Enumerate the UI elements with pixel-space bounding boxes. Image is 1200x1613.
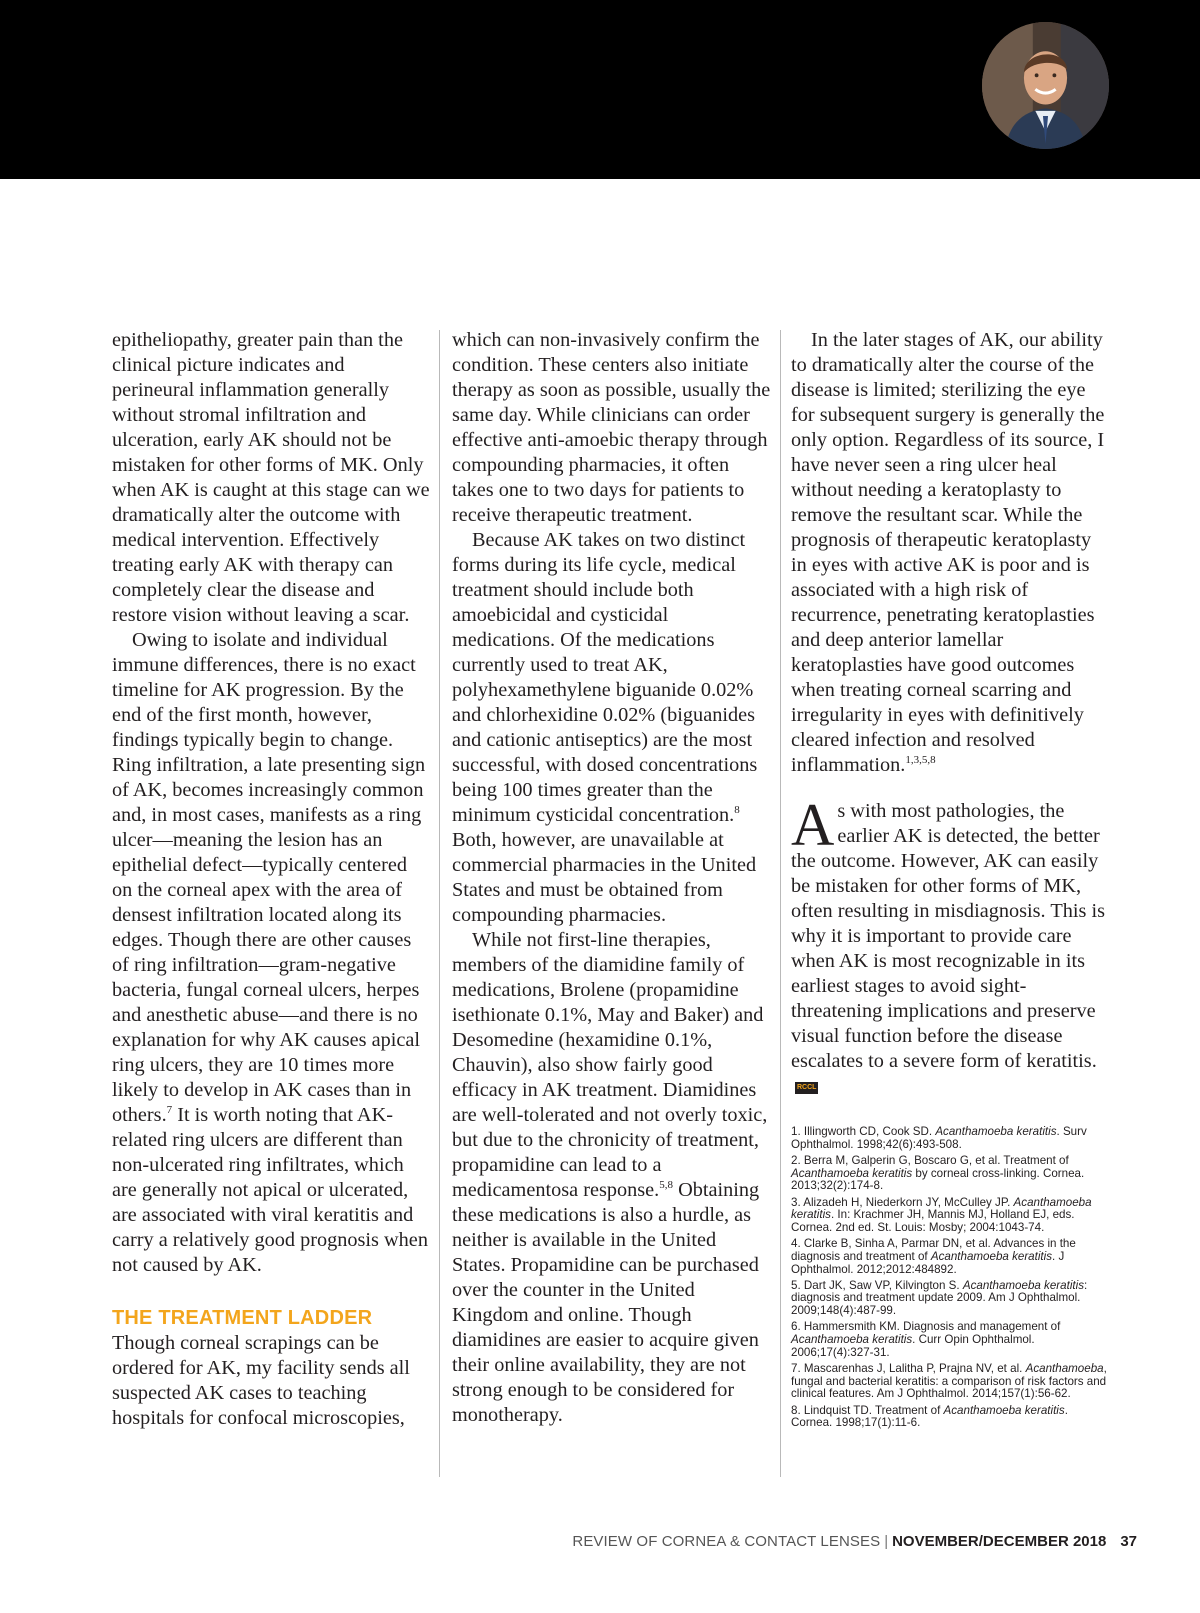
reference-italic: Acanthamoeba keratitis: [935, 1125, 1057, 1138]
column-divider-2: [780, 330, 781, 1477]
footer-separator: |: [884, 1533, 889, 1550]
paragraph-text: s with most pathologies, the earlier AK is detected, the better the outcome. However, AK can easily be mistaken for other forms of MK, often resulting in misdiagnosis. This is why it is important to provide care when AK is most recognizable in its earliest stages to avoid sight-threatening implications and preserve visual function before the disease escalates to a severe form of keratitis.: [791, 800, 1105, 1072]
paragraph: epitheliopathy, greater pain than the clinical picture indicates and perineural inflammation generally without stromal infiltration and ulceration, early AK should not be mistaken for other forms of MK. Only when AK is caught at this stage can we dramatically alter the outcome with medical intervention. Effectively treating early AK with therapy can completely clear the disease and restore vision without leaving a scar.: [112, 329, 430, 626]
reference-item: [791, 1280, 1109, 1318]
section-heading: THE TREATMENT LADDER: [112, 1307, 373, 1329]
reference-text: 5. Dart JK, Saw VP, Kilvington S.: [791, 1278, 963, 1292]
end-of-article-mark: RCCL: [795, 1082, 818, 1094]
reference-item: [791, 1238, 1109, 1276]
reference-text: 6. Hammersmith KM. Diagnosis and management of: [791, 1320, 1061, 1334]
paragraph: Though corneal scrapings can be ordered for AK, my facility sends all suspected AK cases to teaching hospitals for confocal microscopies,: [112, 1332, 410, 1429]
reference-text: . Curr Opin Ophthalmol. 2006;17(4):327-31.: [791, 1333, 1035, 1359]
article-column-1: [112, 328, 430, 1431]
reference-text: 8. Lindquist TD. Treatment of: [791, 1403, 944, 1417]
paragraph-text: Owing to isolate and individual immune differences, there is no exact timeline for AK progression. By the end of the first month, however, findings typically begin to change. Ring infiltration, a late presenting sign of AK, becomes increasingly common and, in most cases, manifests as a ring ulcer—meaning the lesion has an epithelial defect—typically centered on the corneal apex with the area of densest infiltration located along its edges. Though there are other causes of ring infiltration—gram-negative bacteria, fungal corneal ulcers, herpes and anesthetic abuse—and there is no explanation for why AK causes apical ring ulcers, they are 10 times more likely to develop in AK cases than in others.: [112, 629, 426, 1126]
paragraph-text: Obtaining these medications is also a hurdle, as neither is available in the United States. Propamidine can be purchased over the counter in the United Kingdom and online. Though diamidines are easier to acquire given their online availability, they are not strong enough to be considered for monotherapy.: [452, 1179, 760, 1426]
article-column-2: [452, 328, 772, 1428]
paragraph-text: While not first-line therapies, members of the diamidine family of medications, Brolene (propamidine isethionate 0.1%, May and Baker) and Desomedine (hexamidine 0.1%, Chauvin), also show fairly good efficacy in AK treatment. Diamidines are well-tolerated and not overly toxic, but due to the chronicity of treatment, propamidine can lead to a medicamentosa response.: [452, 929, 768, 1201]
column-divider-1: [439, 330, 440, 1477]
reference-italic: Acanthamoeba keratitis: [791, 1195, 1092, 1222]
reference-text: 7. Mascarenhas J, Lalitha P, Prajna NV, et al.: [791, 1361, 1026, 1375]
drop-cap: A: [791, 792, 835, 858]
paragraph-text: It is worth noting that AK-related ring ulcers are different than non-ulcerated ring infiltrates, which are generally not apical or ulcerated, are associated with viral keratitis and carry a relatively good prognosis when not caused by AK.: [112, 1104, 428, 1276]
page-number: 37: [1120, 1533, 1137, 1550]
reference-italic: Acanthamoeba keratitis: [943, 1403, 1065, 1417]
issue-date: NOVEMBER/DECEMBER 2018: [892, 1533, 1107, 1550]
reference-italic: Acanthamoeba keratitis: [791, 1166, 913, 1180]
paragraph-text: Because AK takes on two distinct forms during its life cycle, medical treatment should include both amoebicidal and cysticidal medications. Of the medications currently used to treat AK, polyhexamethylene biguanide 0.02% and chlorhexidine 0.02% (biguanides and cationic antiseptics) are the most successful, with dosed concentrations being 100 times greater than the minimum cysticidal concentration.: [452, 529, 758, 826]
author-photo: [982, 22, 1109, 149]
reference-italic: Acanthamoeba keratitis: [930, 1249, 1053, 1263]
reference-italic: Acanthamoeba keratitis: [791, 1333, 913, 1347]
journal-name: REVIEW OF CORNEA & CONTACT LENSES: [572, 1533, 881, 1550]
reference-item: [791, 1321, 1109, 1359]
citation-ref: 7: [166, 1104, 173, 1116]
reference-item: [791, 1126, 1109, 1151]
reference-italic: Acanthamoeba: [1025, 1361, 1104, 1375]
paragraph: [791, 328, 1109, 778]
paragraph: [112, 628, 430, 1278]
reference-text: . J Ophthalmol. 2012;2012:484892.: [791, 1249, 1065, 1276]
reference-text: : diagnosis and treatment update 2009. Am J Ophthalmol. 2009;148(4):487-99.: [791, 1278, 1088, 1318]
reference-text: 1. Illingworth CD, Cook SD.: [791, 1125, 936, 1138]
citation-ref: 5,8: [659, 1179, 673, 1191]
reference-text: by corneal cross-linking. Cornea. 2013;32(2):174-8.: [791, 1166, 1085, 1193]
reference-text: . Surv Ophthalmol. 1998;42(6):493-508.: [791, 1125, 1087, 1151]
references-list: [791, 1126, 1109, 1433]
citation-ref: 1,3,5,8: [905, 754, 936, 766]
article-column-3: [791, 328, 1109, 1099]
reference-item: [791, 1363, 1109, 1401]
author-portrait-image: [982, 22, 1109, 149]
paragraph: [452, 528, 772, 928]
reference-italic: Acanthamoeba keratitis: [962, 1278, 1085, 1292]
reference-text: , fungal and bacterial keratitis: a comparison of risk factors and clinical features. Am J Ophthalmol. 2014;157(1):56-62.: [791, 1361, 1107, 1401]
paragraph: [791, 792, 1109, 1099]
reference-text: 3. Alizadeh H, Niederkorn JY, McCulley JP.: [791, 1195, 1014, 1209]
paragraph-text: Both, however, are unavailable at commercial pharmacies in the United States and must be obtained from compounding pharmacies.: [452, 829, 757, 926]
citation-ref: 8: [734, 804, 740, 816]
reference-item: [791, 1155, 1109, 1193]
paragraph: which can non-invasively confirm the condition. These centers also initiate therapy as soon as possible, usually the same day. While clinicians can order effective anti-amoebic therapy through compounding pharmacies, it often takes one to two days for patients to receive therapeutic treatment.: [452, 329, 771, 526]
reference-item: [791, 1197, 1109, 1235]
paragraph-text: In the later stages of AK, our ability to dramatically alter the course of the disease is limited; sterilizing the eye for subsequent surgery is generally the only option. Regardless of its source, I have never seen a ring ulcer heal without needing a keratoplasty to remove the resultant scar. While the prognosis of therapeutic keratoplasty in eyes with active AK is poor and is associated with a high risk of recurrence, penetrating keratoplasties and deep anterior lamellar keratoplasties have good outcomes when treating corneal scarring and irregularity in eyes with definitively cleared infection and resolved inflammation.: [791, 329, 1105, 776]
reference-text: . Cornea. 1998;17(1):11-6.: [791, 1403, 1068, 1430]
reference-text: 2. Berra M, Galperin G, Boscaro G, et al. Treatment of: [791, 1153, 1069, 1167]
reference-text: . In: Krachmer JH, Mannis MJ, Holland EJ, eds. Cornea. 2nd ed. St. Louis: Mosby; 2004:1043-74.: [791, 1208, 1075, 1234]
reference-text: 4. Clarke B, Sinha A, Parmar DN, et al. Advances in the diagnosis and treatment of: [791, 1237, 1076, 1263]
page-footer: [0, 1533, 1137, 1550]
reference-item: [791, 1405, 1109, 1430]
paragraph: [452, 928, 772, 1428]
